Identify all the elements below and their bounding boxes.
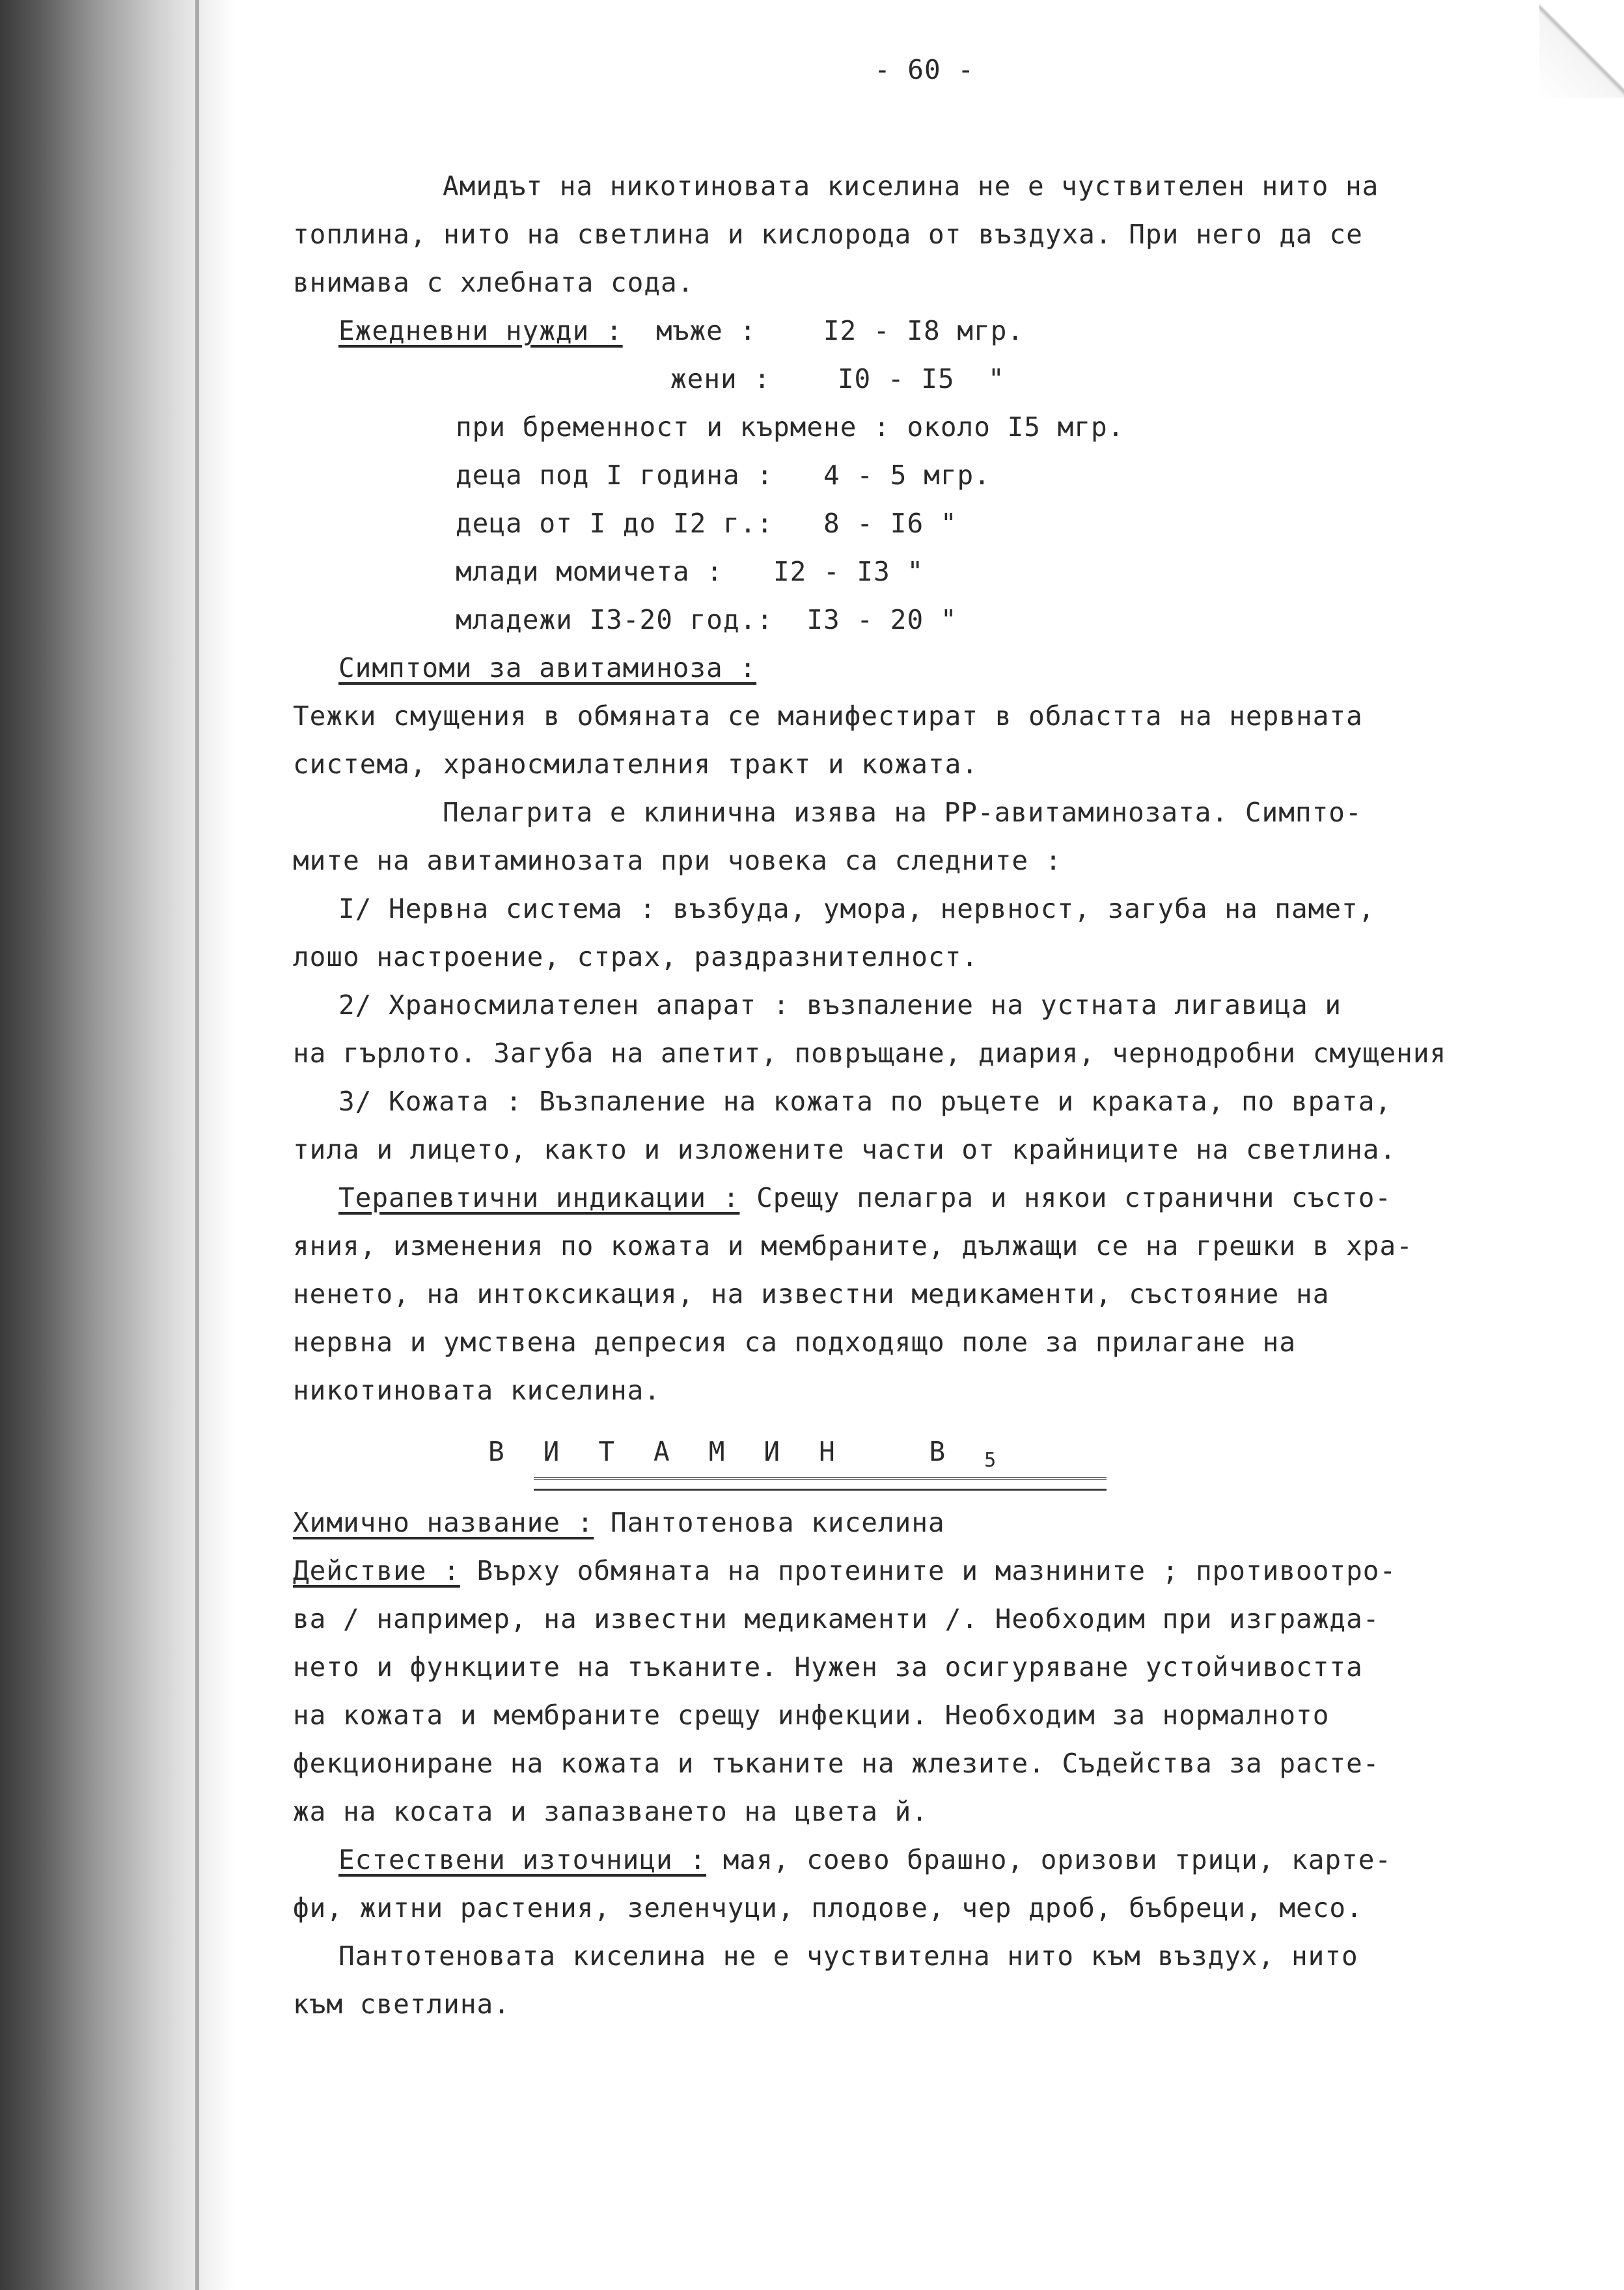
symptoms-line: 3/ Кожата : Възпаление на кожата по ръцете и краката, по врата, xyxy=(338,1086,1392,1117)
chemical-name-line: Химично название : Пантотенова киселина xyxy=(293,1507,945,1539)
action-line: на кожата и мембраните срещу инфекции. Необходим за нормалното xyxy=(293,1700,1330,1731)
book-binding-shadow xyxy=(0,0,234,2290)
daily-needs-row: млади момичета : I2 - I3 " xyxy=(456,556,924,587)
therapy-line-1: Терапевтични индикации : Срещу пелагра и някои странични състо- xyxy=(338,1182,1392,1213)
symptoms-line: I/ Нервна система : възбуда, умора, нервност, загуба на памет, xyxy=(338,893,1375,924)
daily-needs-row: при бременност и кърмене : около I5 мгр. xyxy=(456,411,1125,443)
symptoms-line: на гърлото. Загуба на апетит, повръщане, диария, чернодробни смущения xyxy=(293,1038,1447,1069)
therapy-line: яния, изменения по кожата и мембраните, дължащи се на грешки в хра- xyxy=(293,1230,1413,1262)
symptoms-heading: Симптоми за авитаминоза : xyxy=(338,652,757,683)
sources-label: Естествени източници : xyxy=(338,1844,707,1876)
symptoms-line: система, храносмилателния тракт и кожата. xyxy=(293,749,979,780)
therapy-line: ненето, на интоксикация, на известни медикаменти, състояние на xyxy=(293,1278,1330,1310)
intro-line-3: внимава с хлебната сода. xyxy=(293,267,695,298)
symptoms-line: Тежки смущения в обмяната се манифестират в областта на нервната xyxy=(293,700,1363,732)
action-label: Действие : xyxy=(293,1555,460,1587)
daily-needs-row: младежи I3-20 год.: I3 - 20 " xyxy=(456,604,957,635)
daily-needs-row: деца от I до I2 г.: 8 - I6 " xyxy=(456,508,957,539)
symptoms-line: лошо настроение, страх, раздразнителност. xyxy=(293,941,979,973)
action-line: нето и функциите на тъканите. Нужен за осигуряване устойчивостта xyxy=(293,1651,1363,1683)
daily-needs-row: деца под I година : 4 - 5 мгр. xyxy=(456,460,991,491)
vitamin-b5-title: ВИТАМИН $В_5$ xyxy=(488,1436,997,1472)
document-page xyxy=(293,46,1556,2028)
sources-line: фи, житни растения, зеленчуци, плодове, чер дроб, бъбреци, месо. xyxy=(293,1892,1363,1924)
intro-line-1: Амидът на никотиновата киселина не е чуствителен нито на xyxy=(443,171,1379,202)
symptoms-line: тила и лицето, както и изложените части от крайниците на светлина. xyxy=(293,1134,1397,1165)
action-line: жа на косата и запазването на цвета й. xyxy=(293,1796,928,1828)
intro-line-2: топлина, нито на светлина и кислорода от въздуха. При него да се xyxy=(293,219,1363,250)
therapy-label: Терапевтични индикации : xyxy=(338,1182,740,1213)
action-line: фекциониране на кожата и тъканите на жлезите. Съдейства за расте- xyxy=(293,1748,1380,1780)
daily-needs-row-women: жени : I0 - I5 " xyxy=(670,363,1005,394)
page-number: - 60 - xyxy=(874,54,975,85)
sources-line: към светлина. xyxy=(293,1989,510,2021)
symptoms-line: 2/ Храносмилателен апарат : възпаление на устната лигавица и xyxy=(338,989,1342,1021)
sources-line-1: Естествени източници : мая, соево брашно, оризови трици, карте- xyxy=(338,1844,1392,1876)
daily-needs-row-men: Ежедневни нужди : мъже : I2 - I8 мгр. xyxy=(338,315,1025,346)
daily-needs-label: Ежедневни нужди : xyxy=(338,315,623,346)
therapy-line: никотиновата киселина. xyxy=(293,1375,661,1406)
symptoms-line: мите на авитаминозата при човека са следните : xyxy=(293,845,1062,876)
sources-line: Пантотеновата киселина не е чуствителна нито към въздух, нито xyxy=(338,1940,1358,1972)
symptoms-line: Пелагрита е клинична изява на PP-авитаминозата. Симпто- xyxy=(443,797,1362,828)
therapy-line: нервна и умствена депресия са подходящо поле за прилагане на xyxy=(293,1327,1297,1358)
chemical-name-label: Химично название : xyxy=(293,1507,594,1539)
binding-edge xyxy=(195,0,199,2290)
action-line-1: Действие : Върху обмяната на протеините и мазнините ; противоотро- xyxy=(293,1555,1397,1587)
action-line: ва / например, на известни медикаменти /. Необходим при изгражда- xyxy=(293,1603,1380,1635)
